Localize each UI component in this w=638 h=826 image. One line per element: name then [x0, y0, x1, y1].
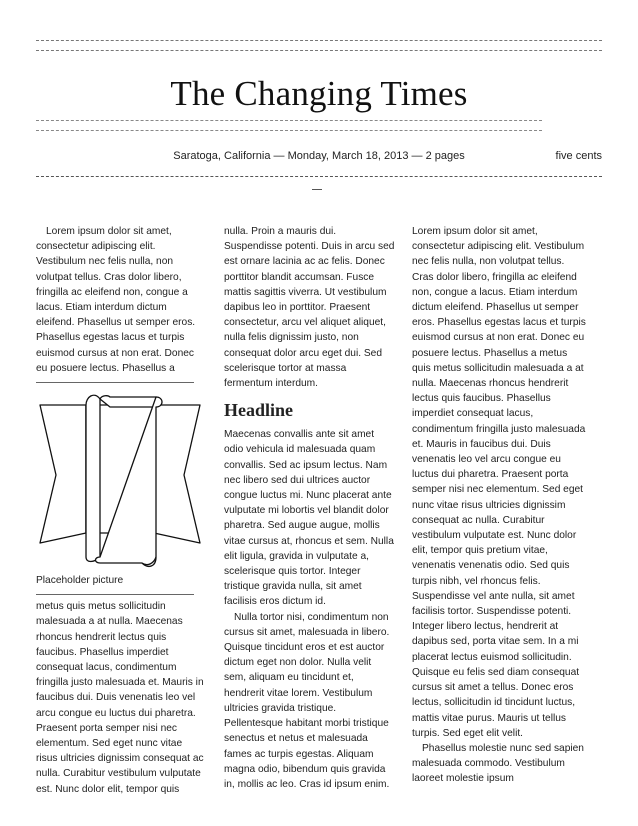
column-3-paragraph-1: Lorem ipsum dolor sit amet, consectetur adipiscing elit. Vestibulum nec felis nulla, non volutpat tellus. Cras dolor libero, fringilla ac eleifend non, congue a lacus. Etiam interdum dictum eleifend. Phasellus ut semper eros. Phasellus egestas lacus et turpis euismod cursus at non erat. Donec eu posuere lectus. Phasellus a metus quis metus sollicitudin malesuada a at nulla. Maecenas rhoncus hendrerit lectus quis faucibus. Phasellus imperdiet consequat lacus, condimentum fringilla justo malesuada et. Mauris in faucibus dui. Duis venenatis leo vel arcu congue eu luctus dui pharetra. Praesent porta semper nisi nec elementum. Sed eget nunc vitae risus ultricies dignissim consequat ac nulla. Curabitur vestibulum vulputate est. Nunc dolor elit, tempor quis pretium vitae, venenatis venenatis odio. Sed quis turpis nibh, vel rhoncus felis. Suspendisse vel ante nulla, sit amet facilisis tortor. Suspendisse potenti. Integer libero lectus, hendrerit at dapibus sed, porta vitae sem. In a mi placerat lectus euismod sollicitudin. Quisque eu felis sed diam consequat cursus sit amet a tellus. Donec eros lectus, sollicitudin id tincidunt luctus, mattis vitae purus. Mauris ut tellus turpis. Sed eget elit velit.	[412, 226, 586, 739]
price-text: five cents	[555, 150, 602, 162]
article-headline: Headline	[224, 400, 294, 421]
masthead-bottom-rule-1	[36, 120, 542, 121]
column-2	[224, 224, 396, 792]
dateline-text: Saratoga, California — Monday, March 18, 2013 — 2 pages	[173, 150, 465, 162]
newspaper-title: The Changing Times	[170, 74, 468, 113]
column-2-paragraph-2: Nulla tortor nisi, condimentum non cursus sit amet, malesuada in libero. Quisque tincidunt eros et est auctor dictum eget non dolor. Nulla velit sem, aliquam eu tincidunt et, hendrerit vitae lorem. Vestibulum ultricies gravida tristique. Pellentesque habitant morbi tristique senectus et netus et malesuada fames ac turpis egestas. Aliquam magna odio, bibendum quis gravida in, mollis ac leo. Cras id ipsum enim.	[224, 611, 390, 790]
dateline-rule-tail	[312, 189, 322, 190]
column-1-lead-paragraph: Lorem ipsum dolor sit amet, consectetur adipiscing elit. Vestibulum nec felis nulla, non volutpat tellus. Cras dolor libero, fringilla ac eleifend non, congue a lacus. Etiam interdum dictum eleifend. Phasellus ut semper eros. Phasellus egestas lacus et turpis euismod cursus at non erat. Donec eu posuere lectus. Phasellus a	[36, 226, 196, 374]
dateline	[0, 150, 638, 168]
column-3-paragraph-2: Phasellus molestie nunc sed sapien malesuada commodo. Vestibulum laoreet molestie ipsum	[412, 742, 584, 785]
column-3	[412, 224, 586, 787]
picture-caption: Placeholder picture	[36, 575, 124, 587]
scroll-banner-icon	[36, 393, 204, 573]
picture-top-rule	[36, 382, 194, 383]
column-1	[36, 224, 206, 797]
picture-bottom-rule	[36, 594, 194, 595]
dateline-rule	[36, 176, 602, 177]
column-2-paragraph-1: Maecenas convallis ante sit amet odio vehicula id malesuada quam convallis. Sed ac ipsum lectus. Nam nec libero sed dui ultrices auctor congue luctus mi. Nunc placerat ante vulputate mi lobortis vel blandit dolor pharetra. Sed augue augue, mollis vitae cursus at, rhoncus et sem. Nulla elit ligula, gravida in vulputate a, scelerisque quis tortor. Integer tristique gravida nulla, sit amet facilisis eros dictum id.	[224, 429, 394, 608]
masthead-top-rule-2	[36, 50, 602, 51]
placeholder-picture	[36, 393, 204, 573]
column-2-top-paragraph: nulla. Proin a mauris dui. Suspendisse potenti. Duis in arcu sed est ornare lacinia ac ac felis. Donec porttitor blandit accumsan. Fusce mattis sagittis viverra. Ut vestibulum dapibus leo in porttitor. Praesent consectetur, arcu vel aliquet aliquet, nulla felis dignissim justo, non consequat dolor arcu eget dui. Sed scelerisque tortor at massa fermentum interdum.	[224, 226, 395, 390]
masthead-top-rule-1	[36, 40, 602, 41]
masthead-bottom-rule-2	[36, 130, 542, 131]
column-1-continued-paragraph: metus quis metus sollicitudin malesuada a at nulla. Maecenas rhoncus hendrerit lectus quis faucibus. Phasellus imperdiet consequat lacus, condimentum fringilla justo malesuada et. Mauris in faucibus dui. Duis venenatis leo vel arcu congue eu luctus dui pharetra. Praesent porta semper nisi nec elementum. Sed eget nunc vitae risus ultricies dignissim consequat ac nulla. Curabitur vestibulum vulputate est. Nunc dolor elit, tempor quis	[36, 601, 204, 795]
